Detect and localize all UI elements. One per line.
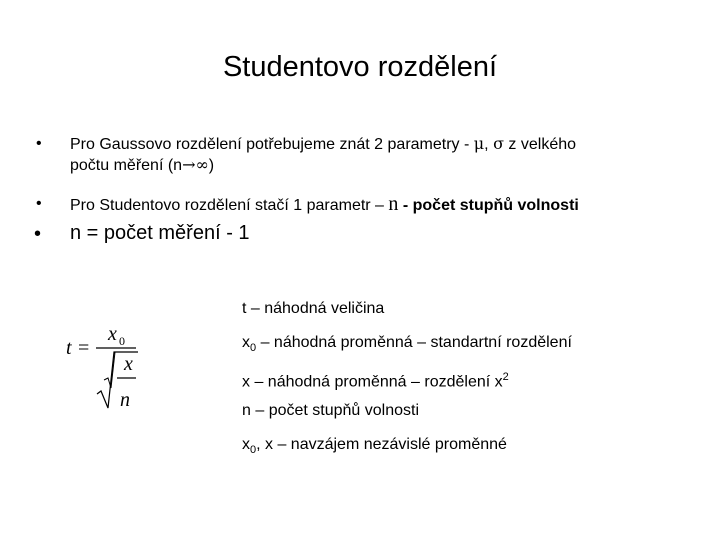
- bullet-gauss: [70, 134, 670, 176]
- nu-symbol: n: [388, 193, 399, 215]
- def-x0-sub: 0: [250, 342, 257, 355]
- bullet-gauss-text: Pro Gaussovo rozdělení potřebujeme znát 2 parametry -: [70, 136, 474, 153]
- definitions-list: [242, 298, 572, 468]
- def-independent: [242, 434, 572, 468]
- bullet-gauss-text-after: z velkého: [503, 136, 577, 153]
- formula-x: x: [124, 353, 133, 375]
- formula-t: t: [66, 337, 72, 359]
- separator: ,: [484, 136, 494, 153]
- bullet-student-bold: - počet stupňů volnosti: [398, 197, 579, 214]
- bullet-marker: •: [36, 195, 42, 212]
- def-x0-text: – náhodná proměnná – standartní rozdělení: [256, 334, 572, 351]
- bullet-marker: •: [36, 135, 42, 152]
- arrow-infinity: →∞: [182, 155, 209, 174]
- bullet-student: [70, 194, 670, 216]
- slide-title: Studentovo rozdělení: [222, 51, 498, 83]
- sigma-symbol: σ: [493, 134, 504, 153]
- def-ind-var: x: [242, 436, 250, 453]
- bullet-gauss-line2: počtu měření (n: [70, 157, 183, 174]
- def-ind-text: , x – navzájem nezávislé proměnné: [256, 436, 507, 453]
- mu-symbol: μ: [473, 134, 485, 153]
- def-x-sup: 2: [502, 371, 509, 383]
- formula-sub0: 0: [119, 334, 125, 348]
- def-x0-var: x: [242, 334, 250, 351]
- def-ind-sub: 0: [250, 444, 257, 457]
- bullet-student-text: Pro Studentovo rozdělení stačí 1 parametr –: [70, 197, 389, 214]
- formula-eq: =: [78, 337, 90, 359]
- formula-x0: x: [108, 323, 117, 345]
- closing-paren: ): [208, 157, 215, 174]
- def-x: [242, 366, 572, 400]
- def-x-text: x – náhodná proměnná – rozdělení x: [242, 373, 503, 391]
- def-n: n – počet stupňů volnosti: [242, 402, 420, 419]
- bullet-marker: •: [34, 223, 42, 245]
- def-t: t – náhodná veličina: [242, 300, 385, 317]
- bullet-degrees: n = počet měření - 1: [70, 222, 250, 244]
- formula-n: n: [120, 389, 130, 411]
- def-x0: [242, 332, 572, 366]
- t-formula: [62, 318, 152, 418]
